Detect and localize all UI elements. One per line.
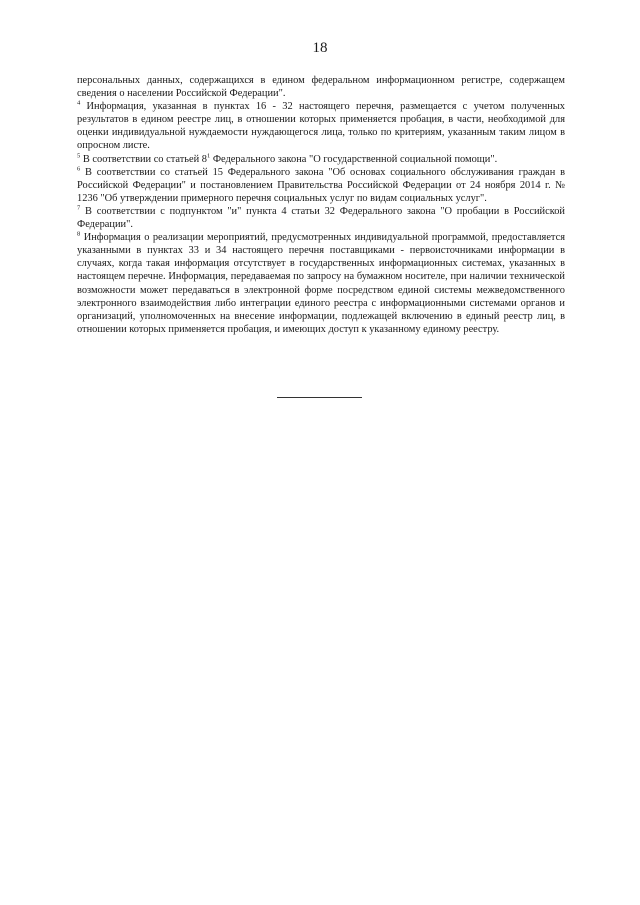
footnote-5 xyxy=(77,153,565,166)
footnotes-block xyxy=(77,74,565,336)
footnote-marker: 8 xyxy=(77,230,81,238)
article-superscript: 1 xyxy=(206,152,211,160)
footnote-text: В соответствии со статьей 8 xyxy=(82,153,207,165)
footnote-marker: 4 xyxy=(77,99,81,107)
footnote-4 xyxy=(77,100,565,152)
footnote-text: персональных данных, содержащихся в едином федеральном информационном регистре, содержащем сведения о населении Российской Федерации". xyxy=(77,75,565,100)
page-number: 18 xyxy=(312,40,328,56)
footnote-text: Информация, указанная в пунктах 16 - 32 настоящего перечня, размещается с учетом полученных результатов в едином реестре лиц, в отношении которых применяется пробация, в части, необходимой для оценки индивидуальной нуждаемости нуждающегося лица, только по критериям, указанным таким лицом в опросном листе. xyxy=(77,101,565,152)
footnote-text: В соответствии со статьей 15 Федерального закона "Об основах социального обслуживания граждан в Российской Федерации" и постановлением Правительства Российской Федерации от 24 ноября 2014 г. № 1236 "Об утверждении примерного перечня социальных услуг по видам социальных услуг". xyxy=(77,166,565,204)
footnote-7 xyxy=(77,205,565,231)
footnote-continuation xyxy=(77,74,565,100)
footnote-6 xyxy=(77,166,565,205)
footnote-text: Информация о реализации мероприятий, предусмотренных индивидуальной программой, предоставляется указанными в пунктах 33 и 34 настоящего перечня поставщиками - первоисточниками информации в случаях, когда такая информация отсутствует в государственных информационных системах, указанных в настоящем перечне. Информация, передаваемая по запросу на бумажном носителе, при наличии технической возможности может передаваться в электронной форме посредством единой системы межведомственного электронного взаимодействия либо интеграции единого реестра с информационными системами органов и организаций, уполномоченных на внесение информации, подлежащей включению в единый реестр лиц, в отношении которых применяется пробация, и имеющих доступ к указанному единому реестру. xyxy=(77,232,565,335)
footnote-text-after: Федерального закона "О государственной социальной помощи". xyxy=(210,153,498,165)
end-separator-line xyxy=(277,397,362,398)
footnote-marker: 6 xyxy=(77,165,81,173)
footnote-text: В соответствии с подпунктом "и" пункта 4 статьи 32 Федерального закона "О пробации в Российской Федерации". xyxy=(77,205,565,231)
footnote-marker: 7 xyxy=(77,204,81,212)
footnote-8 xyxy=(77,231,565,336)
footnote-marker: 5 xyxy=(77,152,81,160)
